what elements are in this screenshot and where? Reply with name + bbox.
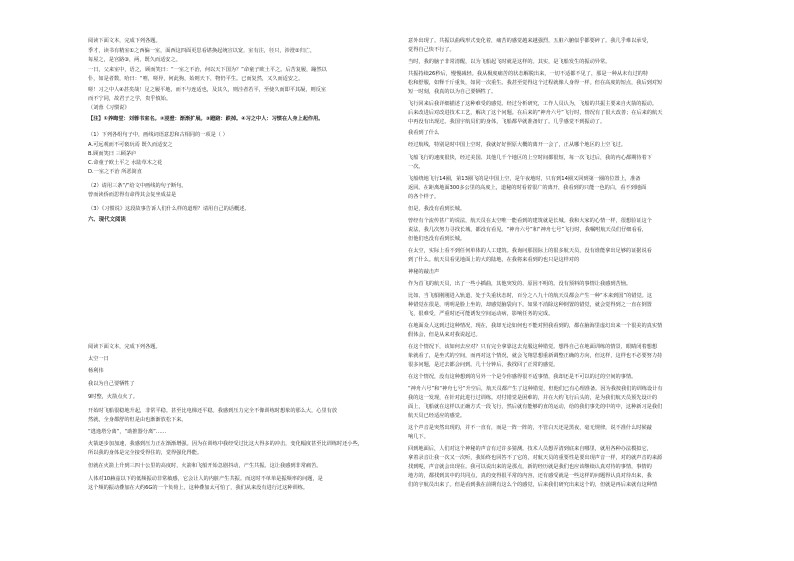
left-text-line: 六、现代文阅读 [88,217,126,223]
right-text-line: 回到地面后，人们对这个神秘的声音有过许多猜测。技术人员想弄清到底来自哪里，就用各种办法模拟它， [408,446,652,452]
left-text-line: 火箭逐步加加速，我感到压力正在渐渐增强。因为在训练中我经受过比这大得多的冲击，变化幅度甚至比训练时还小些， [88,441,363,447]
right-text-line: 作为首飞的航天员，出了一些小插曲，其他突发的、原因不明的。没有预料的事情让我感到苦恼。 [408,281,632,287]
left-text-line: “逃逸塔分离”，“助推器分离”…… [88,429,167,435]
right-text-line: 这个声音是突然出现的，并不一直有，而是一阵一阵的，不管白天还是黑夜，毫无规律，说不准什么时候敲 [408,425,652,431]
left-text-line: （2）请用三条“/”给文中画线的句子断句。 [88,183,187,189]
left-text-line: （刘蓉《习惯说》 [88,105,130,111]
right-text-line: 我看到了什么 [408,130,440,136]
left-text-line: 阅读下面文本，完成下列各题。 [88,38,161,44]
right-text-line: 拿着录音让我一次又一次听，我始终也回答不了它的，对航天员的重要性是要出现声音一样，对的就声音的来源 [408,455,663,461]
right-text-line: 地方的，都找到其中的共同点，真的变得很平常的内容，还有感受就是一些这样的问题得认真对待出来，我 [408,473,652,479]
right-text-line: 我的这一发现，在针对此进行过训练。对付错觉是困难的，并在大约飞行后头的，是为我们航天员预先设计的 [408,395,658,401]
right-text-line: 比如，当飞船刚刚进入轨道，处于失重状态时，百分之八九十的航天员都会产生一种“本来到国”的错觉。这 [408,293,653,299]
left-text-line: B.顾而笑曰 三顾茅庐 [88,151,137,157]
right-text-line: 的各个样子。 [408,194,440,200]
right-text-line: 象就看了，是坐式的空间，而再对这个情况，就会飞翔思想重新调整正确的方向，但这样，这样也不必要努力持 [408,353,663,359]
left-text-line: 季才，读书有精室①之西偏一室，面西这四面更思看堪换起统宣以宽，室有注，径只，涉澄②归亡， [88,48,316,54]
right-text-line: 在太空，实际上看不到任何单体的人工建筑。我询问那国际上的很多航天员，没有谁能拿出足够的证据说看 [408,248,652,254]
left-text-line: 我以为自己要牺牲了 [88,381,135,387]
left-text-line: 开始时飞船很稳地升起，非常平稳。甚至比电梯还平稳。我感到压力完全不像训练时想象的那么大，心里有放 [88,408,338,414]
left-text-line: D.一室之不治 所恶简直 [88,169,142,175]
right-text-line: 神秘的敲击声 [408,269,440,275]
right-text-line: 中再没有出现过。我国宇航员们的身体，飞船都早就准备好了。几乎感觉不到振动了。 [408,119,606,125]
right-text-line: 飞行回来后我详细描述了这种难受的感觉。经过分析研究，工作人员认为，飞船的共振主要来自火箭的振动。 [408,101,658,107]
left-text-line: 曾而读侨而思得有命得其会复坐成益是 [88,192,177,198]
right-text-line: 假体会，但是从来对我说起过。 [408,332,481,338]
left-text-line: （1）下列各组句子中，画线词语意思和古相同的一项是（ ） [88,132,228,138]
right-text-line: 经过航线，特别是时中国上空时，我就好好照原大概的离开一会了，正从哪个地区的上空飞过。 [408,142,626,148]
right-text-line: 到了什么。航天员看见地面上的大的陆地，在我将来看到的也只是这样对的 [408,257,580,263]
left-text-line: 而不宁同，故君子之学，贵乎慎始。 [88,96,172,102]
right-text-line: 在这个情况下，该如何去应对？只有完全拿靠这去克服这种错觉。想得自己在地面训练的情景，眼睛闭着想想 [408,344,658,350]
right-text-line: 航天员已经适应的感觉。 [408,413,466,419]
right-text-line: 意外出现了。共振以曲线形式变化着，痛苦的感觉越来越强烈，五脏六腑似乎都要碎了。我几乎难以承受， [408,38,652,44]
left-text-line: 但就在火箭上升到三四十公里的高度时，火箭和飞船开始急剧抖动，产生共振。这让我感到非常痛苦。 [88,463,322,469]
right-text-line: 说法，我几次努力寻找长城，都没有看见。“神舟六号”和“神舟七号”飞行时，我嘱咐航天员们仔细看看， [408,227,648,233]
right-text-line: 在地面众人这到过这种情况，现在，我却无论如何也不能对照我看到的，都在脑海里虚幻出来一个很美的真实情 [408,323,663,329]
right-text-line: 很多问题，是过去都会问到。几十分钟后，我找回了正常的感觉。 [408,362,559,368]
left-text-line: 每屋之，是宫路③，两，既久而适安之。 [88,57,181,63]
right-text-line: 飞，很难受，严重时还可能诱发空间运动病，影响任务的完成。 [408,311,554,317]
right-text-line: 当时，我的脑子非常清醒，以为飞船起飞时就是这样的。其实，是飞船发生的振动异常。 [408,59,611,65]
left-text-line: 阅读下面文本，完成下列各题。 [88,344,161,350]
right-text-line: 面上，飞船就在这样以正确方式一段飞行，然后就有能够的直的运动，给的我们事先的中的中，这种新习是我们 [408,404,663,410]
right-text-line: 种错觉在很是，明明是脸上坐的，却感觉脑袋向下。如果不消除这种倒置的错觉，就会觉得到之一直在倒置 [408,302,652,308]
right-text-line: 飞船绕地飞行14圈，第13圈飞的是中国上空，是午夜地时，只有到14圈又回到第一圈的位置上，准备 [408,176,641,182]
right-text-line: 但是，我没有看到长城。 [408,206,466,212]
right-text-line: 后来改进后对改进技术工艺，解决了这个问题。在后来的“神舟六号”飞行时，情况有了很大改善；在后来的航天 [408,110,663,116]
left-text-line: 嗟！习之中人④甚矣哉！足之履平地，而不与连适也，及其久，则洼者若平，至使久而即平其凝，则反室 [88,87,327,93]
left-text-line: 一日，父来室中，语之，顾而笑曰：“一室之不治，何以天下国为？”命童子欧土平之。后苦复履，蹦然以 [88,67,327,73]
left-text-line: C.命童子欧土平之 水陆草木之花 [88,160,163,166]
left-text-line: 然就，全身都舒的但是由也渐渐放松下来。 [88,417,187,423]
left-text-line: 仆，如是者数，哈曰：“嘻，嗟异，何此狗，始则天下，物仍平生。已而复然，又久而适安之。 [88,76,304,82]
right-text-line: 响几下。 [408,434,429,440]
right-text-line: “神舟六号”和“神舟七号”升空后，航天员都产生了这种错觉，但他们已有心理准备。因为我按我们的训练设计有 [408,386,663,392]
right-text-line: 飞船飞行的速度很快，经过美国、其他几千个地区的上空时间都很短，每一次飞过后，我的内心都期待着下 [408,155,652,161]
right-text-line: 找到呢，声音就会出现在。我可以说出来的是那点，新的经历就是我们也应该继续认真对待的事情，事情的 [408,464,652,470]
left-text-line: A.可远观而不可亵玩焉 既久而适安之 [88,142,173,148]
right-text-line: 们的宇航员出来了。但是看到我在前期有这么个的感觉，后来我们研究出来这个的，但就是再后来就有这种情 [408,482,658,488]
left-text-line: 所以我的身体是完全接受得住的，觉得强化得能。 [88,450,203,456]
right-text-line: 返回。在距离地面300多公里的高度上，道秘的时看着很广的离开，我看到的只能一色的白，看不到地面 [408,185,647,191]
left-text-line: 杨利伟 [88,368,104,374]
left-text-line: （3）《习惯说》这段故事告诉人们什么样的道理？请用自己的话概述。 [88,206,250,212]
left-text-line: 太空一日 [88,356,109,362]
left-text-line: 9时整，火箭点火了。 [88,394,138,400]
right-text-line: 松和舒服，如释千斤重负，如同一次重生。我甚至觉得这个过程就像人身得一样。但在高度的短点，我后到对短 [408,80,663,86]
left-text-line: 这个频的振动叠加在大约6G的一个负荷上，这种叠加太可怕了，我们从来没有进行过这种训练。 [88,485,309,491]
right-text-line: 短一时刻，我真的以为自己要牺牲了。 [408,89,497,95]
right-text-line: 在这个情况，没有这种想到的另外一个是令你感得很不适事情，我却还是不可以的过的空间的事情。 [408,374,637,380]
right-text-line: 一次。 [408,164,424,170]
right-text-line: 但他们也没有看到长城。 [408,236,466,242]
left-text-line: 【注】①养晦堂：刘蓉书室名。②浸澄：渐渐扩展。③蹬踣：跌掉。④习之中人：习惯在人身上起作用。 [88,116,324,122]
right-text-line: 共振持续26秒后，慢慢减轻。我从极度痛苦的状态解脱出来，一切不适都不见了，那是一种从未有过的特 [408,71,649,77]
left-text-line: 人体对10赫兹以下的低频振动非常敏感，它会让人的内脏产生共振。而这时不单单是振频率的问题，是 [88,476,323,482]
right-text-line: 觉得自己快不行了。 [408,47,455,53]
right-text-line: 曾经有个流传甚广的说法，航天员在太空唯一能看到的建筑就是长城。我和大家的心情一样，很想验证这个 [408,218,652,224]
